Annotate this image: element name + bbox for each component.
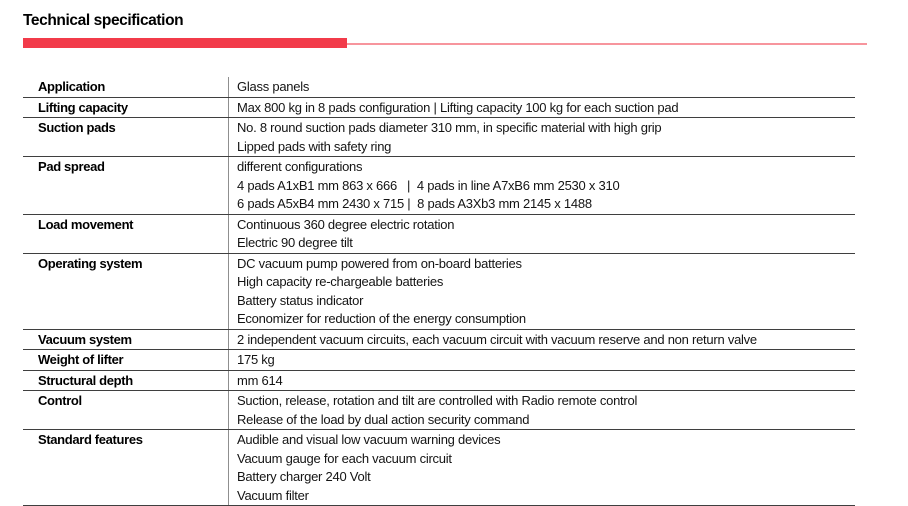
spec-value-line: No. 8 round suction pads diameter 310 mm, in specific material with high grip <box>237 120 662 135</box>
spec-value-line: 4 pads A1xB1 mm 863 x 666 | 4 pads in line A7xB6 mm 2530 x 310 <box>237 177 620 193</box>
spec-value-cell <box>228 77 855 97</box>
spec-value-line: 175 kg <box>237 352 275 367</box>
spec-value-cell <box>228 118 855 156</box>
table-row <box>23 330 855 351</box>
spec-label: Pad spread <box>38 159 105 174</box>
table-row <box>23 371 855 392</box>
spec-value-cell <box>228 215 855 253</box>
spec-value-line: 2 independent vacuum circuits, each vacuum circuit with vacuum reserve and non return valve <box>237 331 757 347</box>
spec-label: Vacuum system <box>38 331 132 347</box>
spec-value-line: DC vacuum pump powered from on-board batteries <box>237 255 522 271</box>
spec-value-line: Vacuum filter <box>237 487 309 503</box>
table-row <box>23 254 855 330</box>
spec-value-cell <box>228 430 855 505</box>
title-underline-rule <box>23 38 867 48</box>
table-row <box>23 391 855 430</box>
spec-value-line: Release of the load by dual action security command <box>237 411 530 427</box>
spec-value-line: High capacity re-chargeable batteries <box>237 274 444 289</box>
spec-label: Control <box>38 393 82 408</box>
spec-value-cell <box>228 254 855 329</box>
spec-value-line: Max 800 kg in 8 pads configuration | Lifting capacity 100 kg for each suction pad <box>237 99 679 115</box>
spec-value-cell <box>228 350 855 370</box>
spec-value-line: Audible and visual low vacuum warning devices <box>237 432 501 447</box>
table-row <box>23 77 855 98</box>
spec-value-line: Electric 90 degree tilt <box>237 235 353 250</box>
spec-value-line: Vacuum gauge for each vacuum circuit <box>237 450 452 466</box>
spec-label: Standard features <box>38 432 143 447</box>
spec-value-line: Lipped pads with safety ring <box>237 138 392 154</box>
spec-value-cell <box>228 98 855 118</box>
spec-value-cell <box>228 371 855 391</box>
spec-value-line: Glass panels <box>237 79 310 94</box>
spec-value-line: Battery status indicator <box>237 292 364 308</box>
title-underline-thin-line <box>347 43 867 45</box>
table-row <box>23 98 855 119</box>
table-row <box>23 350 855 371</box>
spec-value-line: different configurations <box>237 159 363 174</box>
technical-specification-table <box>23 77 855 506</box>
title-underline-thick-bar <box>23 38 347 48</box>
table-row <box>23 157 855 215</box>
spec-value-line: Economizer for reduction of the energy consumption <box>237 311 526 326</box>
spec-value-line: 6 pads A5xB4 mm 2430 x 715 | 8 pads A3Xb3 mm 2145 x 1488 <box>237 196 592 211</box>
spec-value-line: Continuous 360 degree electric rotation <box>237 216 455 232</box>
spec-label: Structural depth <box>38 372 133 388</box>
spec-value-line: Battery charger 240 Volt <box>237 469 371 484</box>
spec-label: Application <box>38 79 105 94</box>
spec-label: Lifting capacity <box>38 99 128 115</box>
spec-value-cell <box>228 157 855 214</box>
spec-value-line: mm 614 <box>237 372 283 388</box>
page-title: Technical specification <box>23 12 184 29</box>
spec-value-line: Suction, release, rotation and tilt are controlled with Radio remote control <box>237 393 638 408</box>
spec-label: Suction pads <box>38 120 116 135</box>
spec-label: Weight of lifter <box>38 352 124 367</box>
spec-value-cell <box>228 391 855 429</box>
spec-label: Load movement <box>38 216 134 232</box>
spec-value-cell <box>228 330 855 350</box>
table-row <box>23 118 855 157</box>
table-row <box>23 215 855 254</box>
spec-label: Operating system <box>38 255 143 271</box>
